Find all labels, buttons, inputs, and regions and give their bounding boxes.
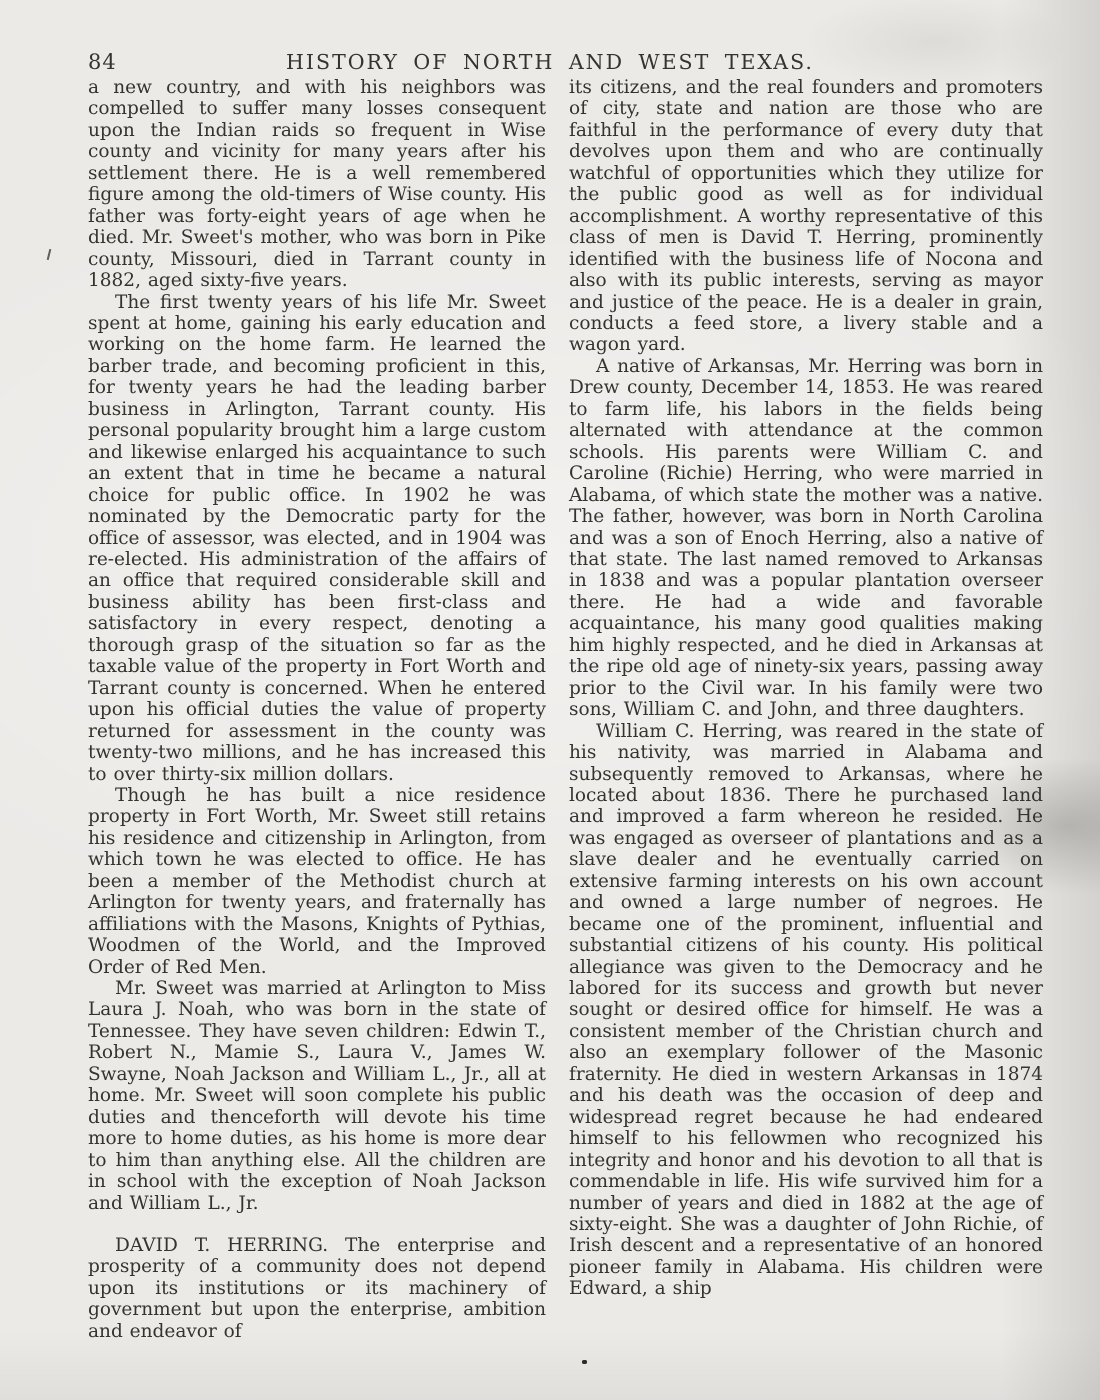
paragraph-herring-intro: DAVID T. HERRING. The enterprise and prosperity of a community does not depend upon its institutions or its machinery of government but upon the enterprise, ambition and endeavor of xyxy=(88,1235,546,1342)
paragraph-sweet-residence: Though he has built a nice residence property in Fort Worth, Mr. Sweet still retains his residence and citizenship in Arlington, from which town he was elected to office. He has been a member of the Methodist church at Arlington for twenty years, and fraternally has affiliations with the Masons, Knights of Pythias, Woodmen of the World, and the Improved Order of Red Men. xyxy=(88,784,546,978)
ink-speck xyxy=(582,1360,587,1364)
left-column xyxy=(88,77,546,1342)
paragraph-sweet-family: Mr. Sweet was married at Arlington to Miss Laura J. Noah, who was born in the state of Tennessee. They have seven children: Edwin T., Robert N., Mamie S., Laura V., James W. Swayne, Noah Jackson and William L., Jr., all at home. Mr. Sweet will soon complete his public duties and thenceforth will devote his time more to home duties, as his home is more dear to him than anything else. All the children are in school with the exception of Noah Jackson and William L., Jr. xyxy=(88,978,546,1214)
paragraph-herring-continuation: its citizens, and the real founders and promoters of city, state and nation are those who are faithful in the performance of every duty that devolves upon them and who are continually watchful of opportunities which they utilize for the public good as well as for individual accomplishment. A worthy representative of this class of men is David T. Herring, prominently identified with the business life of Nocona and also with its public interests, serving as mayor and justice of the peace. He is a dealer in grain, conducts a feed store, a livery stable and a wagon yard. xyxy=(569,77,1043,356)
paragraph-sweet-career: The first twenty years of his life Mr. Sweet spent at home, gaining his early education and working on the home farm. He learned the barber trade, and becoming proficient in this, for twenty years he had the leading barber business in Arlington, Tarrant county. His personal popularity brought him a large custom and likewise enlarged his acquaintance to such an extent that in time he became a natural choice for public office. In 1902 he was nominated by the Democratic party for the office of assessor, was elected, and in 1904 was re-elected. His administration of the affairs of an office that required considerable skill and business ability has been first-class and satisfactory in every respect, denoting a thorough grasp of the situation so far as the taxable value of the property in Fort Worth and Tarrant county is concerned. When he entered upon his official duties the value of property returned for assessment in the county was twenty-two millions, and he has increased this to over thirty-six million dollars. xyxy=(88,291,546,785)
running-title: HISTORY OF NORTH AND WEST TEXAS. xyxy=(286,50,814,74)
paragraph-sweet-continuation: a new country, and with his neighbors was compelled to suffer many losses consequent upon the Indian raids so frequent in Wise county and vicinity for many years after his settlement there. He is a well remembered figure among the old-timers of Wise county. His father was forty-eight years of age when he died. Mr. Sweet's mother, who was born in Pike county, Missouri, died in Tarrant county in 1882, aged sixty-five years. xyxy=(88,77,546,292)
paragraph-herring-birth: A native of Arkansas, Mr. Herring was born in Drew county, December 14, 1853. He was reared to farm life, his labors in the fields being alternated with attendance at the common schools. His parents were William C. and Caroline (Richie) Herring, who were married in Alabama, of which state the mother was a native. The father, however, was born in North Carolina and was a son of Enoch Herring, also a native of that state. The last named removed to Arkansas in 1838 and was a popular plantation overseer there. He had a wide and favorable acquaintance, his many good qualities making him highly respected, and he died in Arkansas at the ripe old age of ninety-six years, passing away prior to the Civil war. In his family were two sons, William C. and John, and three daughters. xyxy=(569,355,1043,721)
right-column xyxy=(569,77,1043,1342)
page-number: 84 xyxy=(88,50,117,74)
running-head xyxy=(0,0,1100,74)
paragraph-william-herring: William C. Herring, was reared in the state of his nativity, was married in Alabama and subsequently removed to Arkansas, where he located about 1836. There he purchased land and improved a farm whereon he resided. He was engaged as overseer of plantations and as a slave dealer and he eventually carried on extensive farming interests on his own account and owned a large number of negroes. He became one of the prominent, influential and substantial citizens of his county. His political allegiance was given to the Democracy and he labored for its success and growth but never sought or desired office for himself. He was a consistent member of the Christian church and also an exemplary follower of the Masonic fraternity. He died in western Arkansas in 1874 and his death was the occasion of deep and widespread regret because he had endeared himself to his fellowmen who recognized his integrity and honor and his devotion to all that is commendable in life. His wife survived him for a number of years and died in 1882 at the age of sixty-eight. She was a daughter of John Richie, of Irish descent and a representative of an honored pioneer family in Alabama. His children were Edward, a ship xyxy=(569,720,1043,1300)
stray-slash-mark xyxy=(47,249,52,260)
text-columns xyxy=(88,77,1043,1342)
